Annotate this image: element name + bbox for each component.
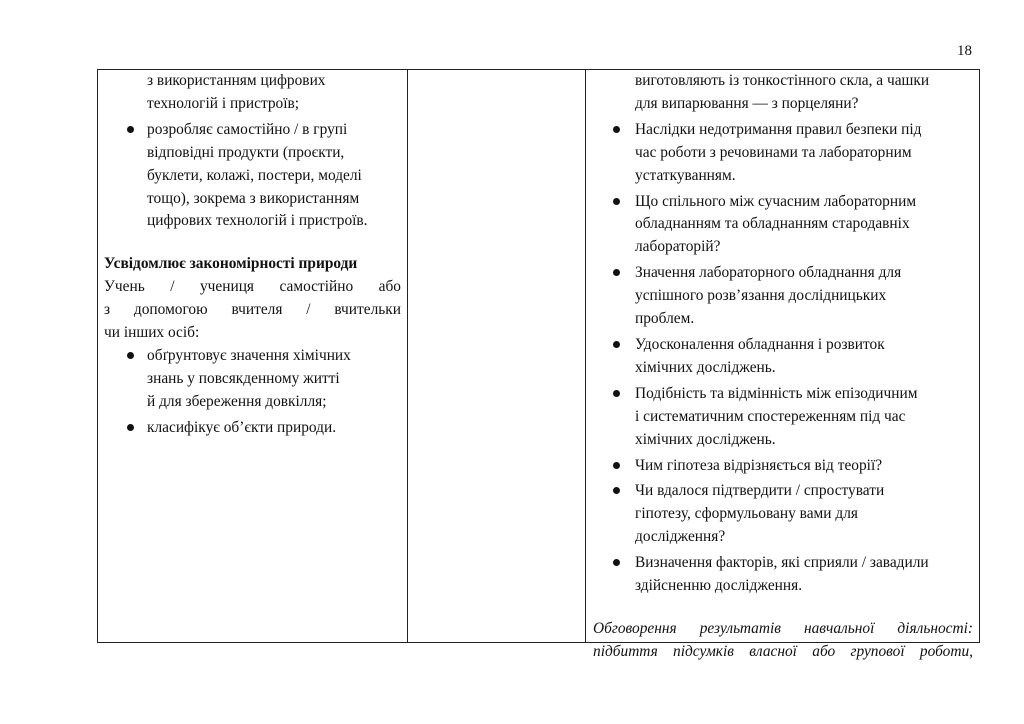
outcomes-column — [98, 70, 407, 642]
list-item — [593, 334, 973, 380]
list-item-line: обґрунтовує значення хімічних — [104, 345, 401, 368]
list-item — [593, 552, 973, 598]
bullet-icon — [613, 198, 620, 205]
bullet-icon — [127, 126, 134, 133]
bullet-icon — [613, 559, 620, 566]
closing-line: підбиття підсумків власної або групової роботи, — [593, 642, 973, 660]
section-heading: Усвідомлює закономірності природи — [104, 255, 358, 273]
outcomes-list-1 — [104, 70, 401, 233]
list-item-line: для випарювання — з порцеляни? — [635, 94, 859, 112]
list-item — [593, 480, 973, 549]
bullet-icon — [127, 352, 134, 359]
list-item — [104, 345, 401, 414]
list-item-line: дослідження? — [635, 528, 726, 546]
list-item-line: знань у повсякденному житті — [147, 369, 340, 387]
intro-line: чи інших осіб: — [104, 324, 200, 342]
list-item-line: Значення лабораторного обладнання для — [593, 262, 973, 285]
list-item-line: класифікує об’єкти природи. — [104, 417, 401, 440]
list-item-line: з використанням цифрових — [147, 72, 326, 89]
list-item-line: Визначення факторів, які сприяли / завадили — [593, 552, 973, 575]
list-item-line: устаткуванням. — [635, 166, 736, 184]
list-item — [593, 191, 973, 260]
list-item-line: й для збереження довкілля; — [147, 392, 327, 410]
list-item-line: гіпотезу, сформульовану вами для — [635, 505, 858, 523]
outcomes-list-2 — [104, 345, 401, 440]
list-item — [593, 383, 973, 452]
list-item-line: цифрових технологій і пристроїв. — [147, 212, 368, 230]
list-item-line: Удосконалення обладнання і розвиток — [593, 334, 973, 357]
list-item-line: і систематичним спостереженням під час — [635, 407, 906, 425]
list-item-line: здійсненню дослідження. — [635, 577, 803, 595]
list-item-line: успішного розв’язання дослідницьких — [635, 287, 887, 305]
list-item-line: хімічних досліджень. — [635, 430, 776, 448]
list-item-line: хімічних досліджень. — [635, 358, 776, 376]
bullet-icon — [613, 341, 620, 348]
list-item-line: буклети, колажі, постери, моделі — [147, 166, 362, 184]
closing-line: Обговорення результатів навчальної діяльності: — [593, 619, 973, 637]
bullet-icon — [613, 269, 620, 276]
list-item — [593, 119, 973, 188]
page-number: 18 — [957, 43, 972, 59]
bullet-icon — [613, 462, 620, 469]
list-item — [104, 70, 401, 116]
closing-paragraph — [593, 618, 973, 664]
list-item-line: обладнанням та обладнанням стародавніх — [635, 215, 910, 233]
list-item — [593, 262, 973, 331]
bullet-icon — [613, 390, 620, 397]
list-item-line: проблем. — [635, 310, 695, 328]
list-item-line: Подібність та відмінність між епізодичним — [593, 383, 973, 406]
list-item-line: Наслідки недотримання правил безпеки під — [593, 119, 973, 142]
discussion-questions-list — [593, 70, 973, 598]
bullet-icon — [613, 126, 620, 133]
content-table — [97, 69, 980, 660]
list-item-line: лабораторій? — [635, 238, 721, 256]
list-item-line: відповідні продукти (проєкти, — [147, 143, 345, 161]
list-item-line: тощо), зокрема з використанням — [147, 189, 360, 207]
list-item — [593, 455, 973, 478]
list-item-line: виготовляють із тонкостінного скла, а чашки — [635, 72, 930, 89]
list-item — [104, 417, 401, 440]
intro-line: з допомогою вчителя / вчительки — [104, 301, 401, 319]
discussion-column — [586, 70, 979, 660]
list-item-line: Чи вдалося підтвердити / спростувати — [593, 480, 973, 503]
bullet-icon — [613, 487, 620, 494]
list-item-line: розробляє самостійно / в групі — [104, 119, 401, 142]
list-item-line: Чим гіпотеза відрізняється від теорії? — [593, 455, 973, 478]
list-item-line: Що спільного між сучасним лабораторним — [593, 191, 973, 214]
intro-line: Учень / учениця самостійно або — [104, 278, 401, 296]
intro-paragraph — [104, 276, 401, 345]
list-item — [104, 119, 401, 234]
list-item-line: час роботи з речовинами та лабораторним — [635, 143, 912, 161]
list-item-line: технологій і пристроїв; — [147, 94, 300, 112]
list-item — [593, 70, 973, 116]
empty-column — [408, 70, 585, 642]
bullet-icon — [127, 424, 134, 431]
